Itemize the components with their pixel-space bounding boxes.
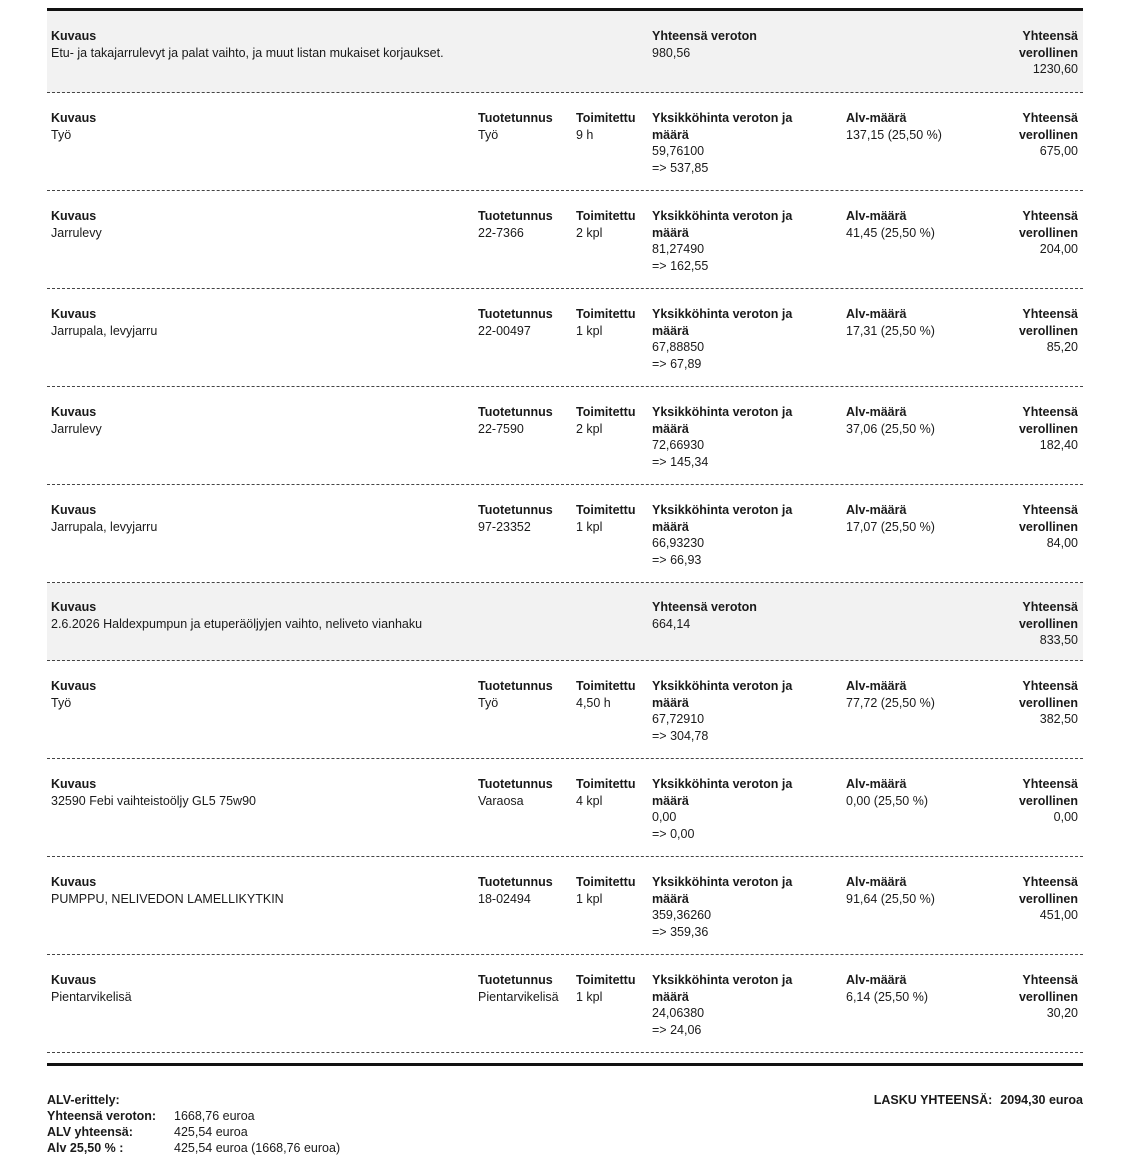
item-delivered-cell [576, 776, 648, 809]
description-label: Kuvaus [51, 679, 97, 693]
unit-price-label: Yksikköhinta veroton ja määrä [652, 777, 793, 808]
line-item-row [47, 485, 1083, 583]
total-incl-label: Yhteensä verollinen [1018, 875, 1078, 906]
item-vat: 17,07 (25,50 %) [846, 519, 935, 534]
item-description-cell [51, 306, 451, 339]
vat-amount-label: Alv-määrä [846, 973, 907, 987]
group-total-excl: 980,56 [652, 45, 691, 60]
item-code-cell [478, 306, 576, 339]
item-delivered-cell [576, 502, 648, 535]
item-line-total: => 304,78 [652, 728, 709, 743]
item-description: Työ [51, 695, 72, 710]
grand-total-value: 2094,30 euroa [1000, 1093, 1083, 1107]
vat-line-label: Yhteensä veroton: [47, 1109, 157, 1123]
item-vat-cell [846, 678, 966, 711]
item-description-cell [51, 776, 451, 809]
item-description: Jarrulevy [51, 421, 102, 436]
group-total-excl-cell [652, 599, 832, 632]
group-total-incl: 1230,60 [1032, 62, 1078, 76]
item-description-cell [51, 404, 451, 437]
item-code-cell [478, 208, 576, 241]
item-code-cell [478, 874, 576, 907]
item-description: Pientarvikelisä [51, 989, 132, 1004]
item-vat: 17,31 (25,50 %) [846, 323, 935, 338]
item-description: Jarrupala, levyjarru [51, 519, 158, 534]
product-code-label: Tuotetunnus [478, 777, 553, 791]
vat-line-value: 425,54 euroa (1668,76 euroa) [174, 1141, 341, 1155]
item-code: 22-7590 [478, 421, 524, 436]
delivered-label: Toimitettu [576, 503, 636, 517]
group-description: 2.6.2026 Haldexpumpun ja etuperäöljyjen vaihto, neliveto vianhaku [51, 616, 423, 631]
product-code-label: Tuotetunnus [478, 503, 553, 517]
item-unit-price-cell [652, 678, 832, 744]
item-code-cell [478, 972, 576, 1005]
item-delivered: 1 kpl [576, 519, 603, 534]
item-description-cell [51, 972, 451, 1005]
item-unit-price-cell [652, 972, 832, 1038]
line-item-row [47, 289, 1083, 387]
item-total-cell [978, 208, 1078, 258]
group-total-incl-cell [978, 599, 1078, 649]
vat-amount-label: Alv-määrä [846, 503, 907, 517]
group-total-excl-cell [652, 28, 832, 61]
total-incl-label: Yhteensä verollinen [1018, 307, 1078, 338]
grand-total [874, 1092, 1083, 1109]
total-incl-label: Yhteensä verollinen [1018, 29, 1078, 60]
item-unit-price-cell [652, 306, 832, 372]
item-unit-price: 24,06380 [652, 1006, 705, 1020]
description-label: Kuvaus [51, 405, 97, 419]
bottom-rule [47, 1063, 1083, 1066]
item-description: Työ [51, 127, 72, 142]
item-vat: 41,45 (25,50 %) [846, 225, 935, 240]
vat-line-value: 425,54 euroa [174, 1125, 248, 1139]
description-label: Kuvaus [51, 777, 97, 791]
grand-total-label: LASKU YHTEENSÄ: [873, 1093, 993, 1107]
item-delivered: 4,50 h [576, 695, 611, 710]
item-unit-price: 66,93230 [652, 536, 705, 550]
total-incl-label: Yhteensä verollinen [1018, 973, 1078, 1004]
item-delivered-cell [576, 404, 648, 437]
delivered-label: Toimitettu [576, 875, 636, 889]
total-excl-label: Yhteensä veroton [652, 600, 757, 614]
product-code-label: Tuotetunnus [478, 405, 553, 419]
item-description-cell [51, 110, 451, 143]
item-line-total: => 66,93 [652, 552, 702, 567]
item-line-total: => 67,89 [652, 356, 702, 371]
vat-amount-label: Alv-määrä [846, 111, 907, 125]
product-code-label: Tuotetunnus [478, 111, 553, 125]
item-delivered: 1 kpl [576, 323, 603, 338]
unit-price-label: Yksikköhinta veroton ja määrä [652, 973, 793, 1004]
item-code: 22-7366 [478, 225, 524, 240]
group-description-cell [51, 28, 451, 61]
item-unit-price: 67,88850 [652, 340, 705, 354]
item-line-total: => 24,06 [652, 1022, 702, 1037]
unit-price-label: Yksikköhinta veroton ja määrä [652, 679, 793, 710]
description-label: Kuvaus [51, 29, 97, 43]
item-vat: 137,15 (25,50 %) [846, 127, 942, 142]
item-vat: 0,00 (25,50 %) [846, 793, 928, 808]
total-incl-label: Yhteensä verollinen [1018, 777, 1078, 808]
total-incl-label: Yhteensä verollinen [1018, 405, 1078, 436]
total-incl-label: Yhteensä verollinen [1018, 209, 1078, 240]
delivered-label: Toimitettu [576, 777, 636, 791]
vat-amount-label: Alv-määrä [846, 875, 907, 889]
item-total: 85,20 [1046, 340, 1078, 354]
item-vat-cell [846, 208, 966, 241]
vat-amount-label: Alv-määrä [846, 679, 907, 693]
unit-price-label: Yksikköhinta veroton ja määrä [652, 111, 793, 142]
total-incl-label: Yhteensä verollinen [1018, 111, 1078, 142]
item-description-cell [51, 502, 451, 535]
vat-amount-label: Alv-määrä [846, 405, 907, 419]
item-code: 22-00497 [478, 323, 531, 338]
vat-amount-label: Alv-määrä [846, 307, 907, 321]
item-vat-cell [846, 776, 966, 809]
item-code: 18-02494 [478, 891, 531, 906]
item-unit-price: 67,72910 [652, 712, 705, 726]
description-label: Kuvaus [51, 209, 97, 223]
item-total-cell [978, 776, 1078, 826]
item-unit-price-cell [652, 110, 832, 176]
item-line-total: => 162,55 [652, 258, 709, 273]
item-unit-price-cell [652, 776, 832, 842]
unit-price-label: Yksikköhinta veroton ja määrä [652, 875, 793, 906]
line-item-row [47, 955, 1083, 1053]
total-incl-label: Yhteensä verollinen [1018, 600, 1078, 631]
item-delivered: 4 kpl [576, 793, 603, 808]
item-unit-price: 359,36260 [652, 908, 712, 922]
item-code: Varaosa [478, 793, 524, 808]
product-code-label: Tuotetunnus [478, 209, 553, 223]
delivered-label: Toimitettu [576, 111, 636, 125]
vat-line-value: 1668,76 euroa [174, 1109, 255, 1123]
item-unit-price-cell [652, 874, 832, 940]
vat-line-label: Alv 25,50 % : [47, 1141, 124, 1155]
group-row [47, 11, 1083, 93]
item-vat-cell [846, 972, 966, 1005]
line-item-row [47, 387, 1083, 485]
item-code-cell [478, 404, 576, 437]
vat-amount-label: Alv-määrä [846, 209, 907, 223]
item-description: PUMPPU, NELIVEDON LAMELLIKYTKIN [51, 891, 284, 906]
delivered-label: Toimitettu [576, 973, 636, 987]
item-delivered: 1 kpl [576, 891, 603, 906]
item-code-cell [478, 110, 576, 143]
item-total-cell [978, 404, 1078, 454]
item-code: 97-23352 [478, 519, 531, 534]
unit-price-label: Yksikköhinta veroton ja määrä [652, 405, 793, 436]
line-item-row [47, 93, 1083, 191]
item-vat: 91,64 (25,50 %) [846, 891, 935, 906]
item-delivered-cell [576, 678, 648, 711]
item-vat-cell [846, 306, 966, 339]
item-unit-price-cell [652, 502, 832, 568]
description-label: Kuvaus [51, 307, 97, 321]
item-total-cell [978, 110, 1078, 160]
total-incl-label: Yhteensä verollinen [1018, 679, 1078, 710]
invoice-summary [47, 1092, 1083, 1162]
unit-price-label: Yksikköhinta veroton ja määrä [652, 503, 793, 534]
item-total: 382,50 [1039, 712, 1078, 726]
item-line-total: => 537,85 [652, 160, 709, 175]
group-description: Etu- ja takajarrulevyt ja palat vaihto, ja muut listan mukaiset korjaukset. [51, 45, 444, 60]
vat-line-label: ALV yhteensä: [47, 1125, 133, 1139]
item-code-cell [478, 502, 576, 535]
item-unit-price: 0,00 [652, 810, 677, 824]
description-label: Kuvaus [51, 111, 97, 125]
product-code-label: Tuotetunnus [478, 307, 553, 321]
item-delivered: 9 h [576, 127, 594, 142]
delivered-label: Toimitettu [576, 679, 636, 693]
item-unit-price-cell [652, 208, 832, 274]
group-description-cell [51, 599, 451, 632]
group-total-excl: 664,14 [652, 616, 691, 631]
item-unit-price: 59,76100 [652, 144, 705, 158]
item-total: 204,00 [1039, 242, 1078, 256]
delivered-label: Toimitettu [576, 405, 636, 419]
item-vat: 37,06 (25,50 %) [846, 421, 935, 436]
item-total: 451,00 [1039, 908, 1078, 922]
item-total-cell [978, 678, 1078, 728]
item-description: Jarrupala, levyjarru [51, 323, 158, 338]
invoice-table [47, 8, 1083, 1066]
item-code-cell [478, 678, 576, 711]
item-description: Jarrulevy [51, 225, 102, 240]
item-delivered-cell [576, 972, 648, 1005]
item-unit-price-cell [652, 404, 832, 470]
item-unit-price: 72,66930 [652, 438, 705, 452]
total-excl-label: Yhteensä veroton [652, 29, 757, 43]
item-vat: 6,14 (25,50 %) [846, 989, 928, 1004]
item-total: 675,00 [1039, 144, 1078, 158]
item-vat-cell [846, 502, 966, 535]
item-line-total: => 0,00 [652, 826, 695, 841]
item-delivered: 2 kpl [576, 225, 603, 240]
delivered-label: Toimitettu [576, 209, 636, 223]
description-label: Kuvaus [51, 503, 97, 517]
item-delivered: 2 kpl [576, 421, 603, 436]
description-label: Kuvaus [51, 875, 97, 889]
item-description-cell [51, 874, 451, 907]
item-vat-cell [846, 404, 966, 437]
item-unit-price: 81,27490 [652, 242, 705, 256]
item-delivered-cell [576, 874, 648, 907]
group-total-incl-cell [978, 28, 1078, 78]
delivered-label: Toimitettu [576, 307, 636, 321]
item-line-total: => 359,36 [652, 924, 709, 939]
item-line-total: => 145,34 [652, 454, 709, 469]
item-total-cell [978, 972, 1078, 1022]
item-code: Työ [478, 695, 499, 710]
line-item-row [47, 857, 1083, 955]
item-vat: 77,72 (25,50 %) [846, 695, 935, 710]
item-total: 0,00 [1053, 810, 1078, 824]
item-total-cell [978, 502, 1078, 552]
unit-price-label: Yksikköhinta veroton ja määrä [652, 209, 793, 240]
product-code-label: Tuotetunnus [478, 875, 553, 889]
line-item-row [47, 759, 1083, 857]
group-row [47, 583, 1083, 661]
description-label: Kuvaus [51, 973, 97, 987]
item-code: Pientarvikelisä [478, 989, 559, 1004]
product-code-label: Tuotetunnus [478, 679, 553, 693]
line-item-row [47, 191, 1083, 289]
vat-amount-label: Alv-määrä [846, 777, 907, 791]
item-description-cell [51, 678, 451, 711]
description-label: Kuvaus [51, 600, 97, 614]
item-total: 30,20 [1046, 1006, 1078, 1020]
item-code: Työ [478, 127, 499, 142]
item-description: 32590 Febi vaihteistoöljy GL5 75w90 [51, 793, 256, 808]
product-code-label: Tuotetunnus [478, 973, 553, 987]
unit-price-label: Yksikköhinta veroton ja määrä [652, 307, 793, 338]
item-total-cell [978, 306, 1078, 356]
item-delivered-cell [576, 208, 648, 241]
line-item-row [47, 661, 1083, 759]
vat-breakdown-title: ALV-erittely: [47, 1093, 120, 1107]
item-delivered: 1 kpl [576, 989, 603, 1004]
item-vat-cell [846, 110, 966, 143]
item-vat-cell [846, 874, 966, 907]
item-code-cell [478, 776, 576, 809]
item-total-cell [978, 874, 1078, 924]
group-total-incl: 833,50 [1039, 633, 1078, 647]
item-total: 84,00 [1046, 536, 1078, 550]
item-description-cell [51, 208, 451, 241]
item-delivered-cell [576, 306, 648, 339]
item-total: 182,40 [1039, 438, 1078, 452]
item-delivered-cell [576, 110, 648, 143]
total-incl-label: Yhteensä verollinen [1018, 503, 1078, 534]
